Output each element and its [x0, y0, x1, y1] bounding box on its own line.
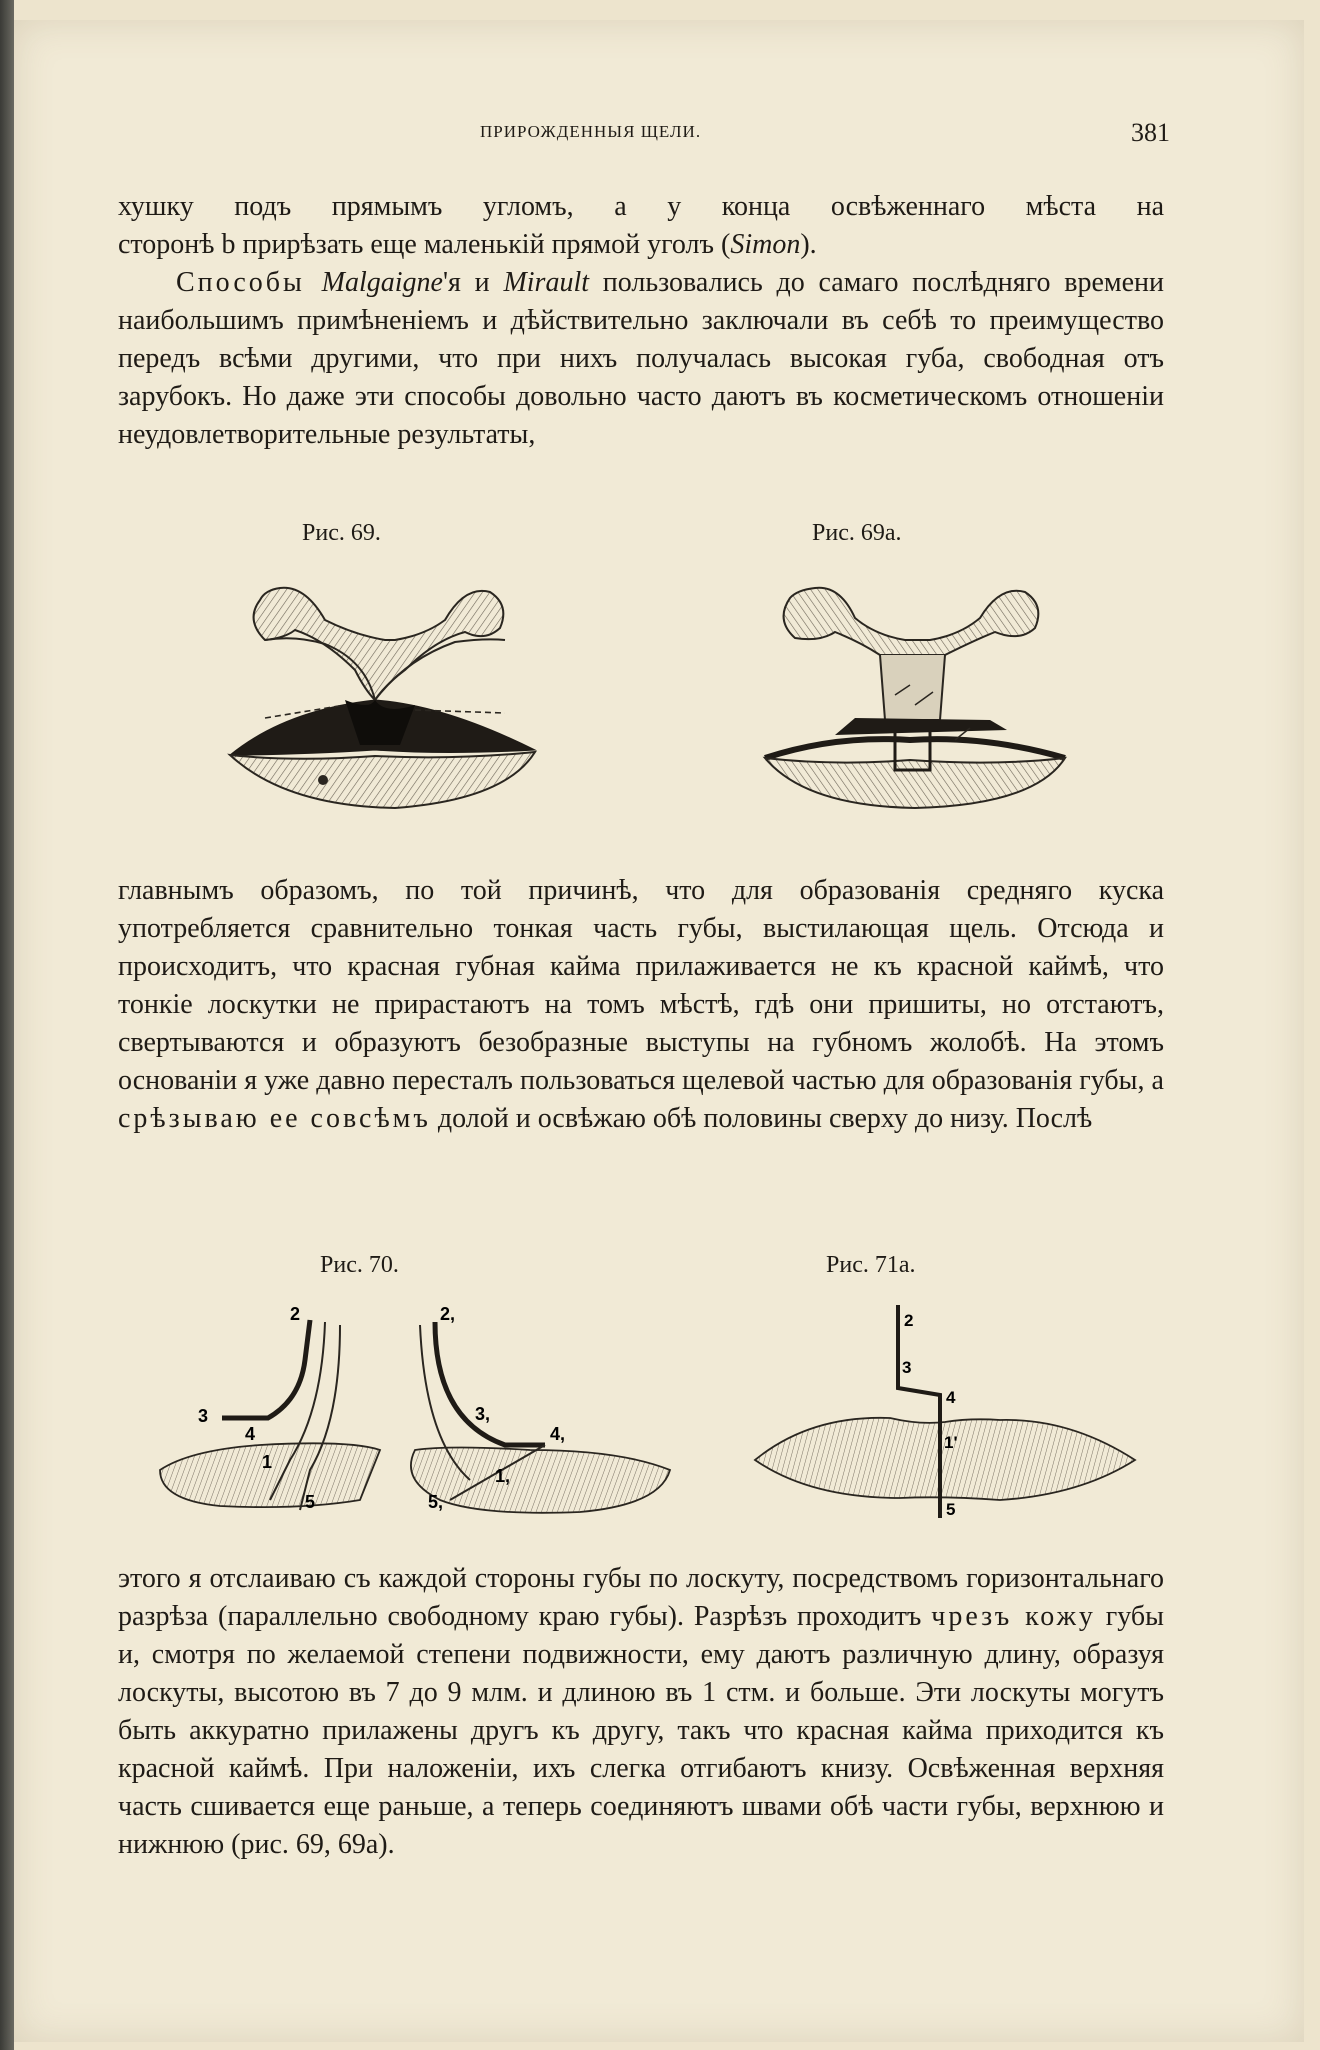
text-span: пользовались до самаго послѣдняго времени наибольшимъ примѣненіемъ и дѣйствительно заключали въ себѣ то преимущество передъ всѣми другими, что при нихъ получалась высокая губа, свободная отъ зарубокъ. Но даже эти способы довольно часто даютъ въ косметическомъ отношеніи неудовлетворительные результаты,	[118, 267, 1164, 450]
fig71a-label-4: 4	[946, 1388, 956, 1407]
fig70-label-2: 2	[290, 1304, 301, 1324]
figure-69-illustration	[205, 580, 565, 810]
fig71a-label-5: 5	[946, 1500, 956, 1519]
fig70-label-4prime: 4,	[550, 1424, 566, 1444]
paragraph-middle	[118, 872, 1164, 1138]
text-span: долой и освѣжаю обѣ половины сверху до низу. Послѣ	[430, 1103, 1093, 1134]
fig70-label-3prime: 3,	[475, 1404, 491, 1424]
figure-69a-caption: Рис. 69а.	[812, 520, 902, 546]
text-span: губы и, смотря по желаемой степени подвижности, ему даютъ различную длину, образуя лоскуты, высотою въ 7 до 9 млм. и длиною въ 1 стм. и больше. Эти лоскуты могутъ быть аккуратно прилажены другъ къ другу, такъ что красная кайма приходится къ красной каймѣ. При наложеніи, ихъ слегка отгибаютъ книзу. Освѣженная верхняя часть сшивается еще раньше, а теперь соединяютъ швами обѣ части губы, верхнюю и нижнюю (рис. 69, 69а).	[118, 1601, 1164, 1860]
author-name-malgaigne: Malgaigne	[321, 267, 443, 298]
fig70-label-5prime: 5,	[428, 1492, 444, 1512]
text-span: Способы	[176, 267, 322, 298]
text-spaced: чрезъ кожу	[931, 1601, 1096, 1632]
figure-70-caption: Рис. 70.	[320, 1252, 399, 1278]
paragraph-bottom	[118, 1560, 1164, 1864]
fig70-label-4: 4	[245, 1424, 256, 1444]
running-head: ПРИРОЖДЕННЫЯ ЩЕЛИ.	[480, 122, 702, 141]
fig70-label-1prime: 1,	[495, 1466, 511, 1486]
page-header	[120, 118, 1170, 152]
author-name-mirault: Mirault	[503, 267, 589, 298]
paragraph-continuation	[118, 188, 1164, 226]
text-span: этого я отслаиваю съ каждой стороны губы по лоскуту, посредствомъ горизонтальнаго разрѣза (параллельно свободному краю губы). Разрѣзъ проходитъ	[118, 1563, 1164, 1632]
text-span: сторонѣ b прирѣзать еще маленькій прямой уголъ (	[118, 229, 731, 260]
fig70-label-2prime: 2,	[440, 1304, 456, 1324]
text-span: главнымъ образомъ, по той причинѣ, что для образованія средняго куска употребляется сравнительно тонкая часть губы, выстилающая щель. Отсюда и происходитъ, что красная губная кайма прилаживается не къ красной каймѣ, что тонкіе лоскутки не прирастаютъ на томъ мѣстѣ, гдѣ они пришиты, но отстаютъ, свертываются и образуютъ безобразные выступы на губномъ жолобѣ. На этомъ основаніи я уже давно пересталъ пользоваться щелевой частью для образованія губы, а	[118, 875, 1164, 1096]
fig70-label-3: 3	[198, 1406, 209, 1426]
text-span: ).	[800, 229, 817, 260]
text-block-middle	[118, 872, 1164, 1138]
author-name-simon: Simon	[730, 229, 801, 260]
page-number: 381	[1131, 118, 1170, 147]
text-block-bottom	[118, 1560, 1164, 1864]
figure-70-illustration	[150, 1300, 690, 1530]
text-spaced: срѣзываю ее совсѣмъ	[118, 1103, 431, 1134]
book-spine	[0, 0, 14, 2050]
figure-69-caption: Рис. 69.	[302, 520, 381, 546]
figure-69a-illustration	[745, 580, 1085, 810]
paragraph-continuation-end	[118, 226, 1164, 264]
fig71a-label-2: 2	[904, 1311, 914, 1330]
fig70-label-5: 5	[305, 1492, 316, 1512]
paragraph-methods	[118, 264, 1164, 454]
fig70-label-1: 1	[262, 1452, 273, 1472]
text-block-top	[118, 188, 1164, 454]
figure-71a-caption: Рис. 71а.	[826, 1252, 916, 1278]
fig71a-label-1prime: 1'	[944, 1433, 958, 1452]
text-line: хушку подъ прямымъ угломъ, а у конца освѣженнаго мѣста на	[118, 191, 1164, 222]
text-span: 'я и	[442, 267, 504, 298]
fig71a-label-3: 3	[902, 1358, 912, 1377]
figure-71a-illustration	[750, 1300, 1140, 1530]
